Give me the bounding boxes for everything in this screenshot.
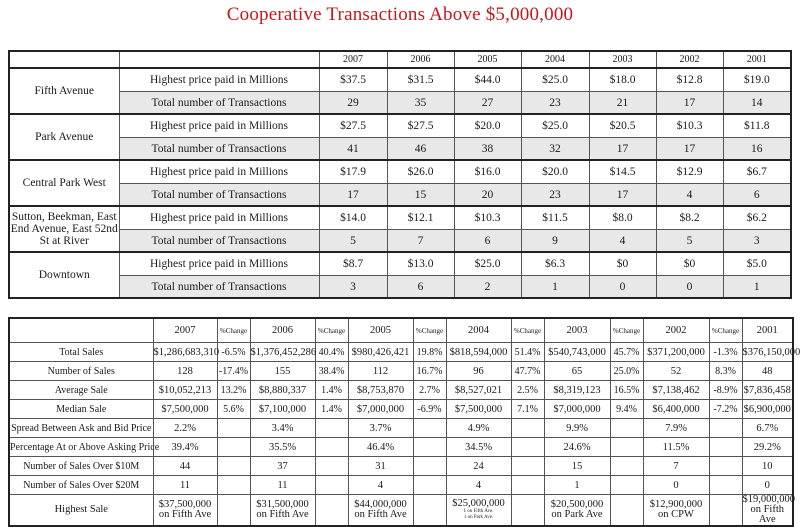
summary-value: 46.4% — [348, 438, 413, 457]
year-header: 2002 — [656, 51, 723, 68]
price-row-label: Highest price paid in Millions — [119, 68, 319, 92]
pct-change-value — [217, 457, 250, 476]
count-cell: 15 — [387, 184, 454, 207]
summary-value: $1,286,683,310 — [153, 343, 217, 362]
pct-change-value — [413, 419, 446, 438]
highest-sale-value — [742, 495, 793, 527]
pct-change-value: 9.4% — [610, 400, 643, 419]
count-row-label: Total number of Transactions — [119, 276, 319, 299]
area-name: Sutton, Beekman, East End Avenue, East 52nd St at River — [9, 206, 119, 252]
pct-change-value — [217, 476, 250, 495]
empty-pct-cell — [413, 495, 446, 527]
summary-value: $10,052,213 — [153, 381, 217, 400]
pct-change-value: 40.4% — [315, 343, 348, 362]
price-row-label: Highest price paid in Millions — [119, 114, 319, 138]
summary-value: 11.5% — [643, 438, 709, 457]
pct-change-header: %Change — [709, 318, 742, 343]
price-cell: $5.0 — [723, 252, 791, 276]
summary-value: $8,880,337 — [250, 381, 315, 400]
area-price-row — [9, 160, 791, 184]
summary-value: $6,900,000 — [742, 400, 793, 419]
year-header: 2001 — [742, 318, 793, 343]
summary-value: $980,426,421 — [348, 343, 413, 362]
price-cell: $19.0 — [723, 68, 791, 92]
summary-value: 10 — [742, 457, 793, 476]
count-cell: 0 — [656, 276, 723, 299]
pct-change-header: %Change — [511, 318, 544, 343]
summary-value: $8,527,021 — [446, 381, 511, 400]
pct-change-value: 5.6% — [217, 400, 250, 419]
count-cell: 4 — [589, 230, 656, 253]
summary-value: 6.7% — [742, 419, 793, 438]
summary-value: $376,150,000 — [742, 343, 793, 362]
highest-sale-amount: $44,000,000 — [354, 499, 407, 510]
price-cell: $6.2 — [723, 206, 791, 230]
year-header: 2004 — [521, 51, 589, 68]
area-count-row — [9, 184, 791, 207]
pct-change-value: 16.5% — [610, 381, 643, 400]
pct-change-value — [315, 438, 348, 457]
pct-change-value: -6.5% — [217, 343, 250, 362]
count-row-label: Total number of Transactions — [119, 184, 319, 207]
summary-value: 52 — [643, 362, 709, 381]
price-cell: $0 — [656, 252, 723, 276]
highest-sale-amount: $12,900,000 — [649, 499, 703, 510]
highest-sale-location: on Fifth Ave — [256, 509, 309, 520]
summary-value: 0 — [742, 476, 793, 495]
pct-change-value — [709, 419, 742, 438]
count-cell: 32 — [521, 138, 589, 161]
pct-change-value — [315, 457, 348, 476]
price-cell: $27.5 — [319, 114, 387, 138]
pct-change-value — [709, 457, 742, 476]
empty-header-cell — [119, 51, 319, 68]
summary-value: 4 — [446, 476, 511, 495]
pct-change-value — [610, 476, 643, 495]
summary-row — [9, 343, 793, 362]
summary-row-label: Median Sale — [9, 400, 153, 419]
summary-row — [9, 419, 793, 438]
count-cell: 41 — [319, 138, 387, 161]
summary-value: 65 — [544, 362, 610, 381]
page-title: Cooperative Transactions Above $5,000,000 — [226, 4, 574, 25]
price-cell: $20.0 — [454, 114, 521, 138]
count-cell: 9 — [521, 230, 589, 253]
highest-sale-amount: $31,500,000 — [256, 499, 309, 510]
summary-value: 48 — [742, 362, 793, 381]
count-cell: 7 — [387, 230, 454, 253]
area-price-row — [9, 68, 791, 92]
highest-sale-value — [153, 495, 217, 527]
price-cell: $44.0 — [454, 68, 521, 92]
summary-row — [9, 362, 793, 381]
year-header: 2004 — [446, 318, 511, 343]
pct-change-value: 7.1% — [511, 400, 544, 419]
price-cell: $0 — [589, 252, 656, 276]
count-cell: 29 — [319, 92, 387, 115]
highest-sale-location: on CPW — [658, 509, 694, 520]
empty-pct-cell — [315, 495, 348, 527]
price-row-label: Highest price paid in Millions — [119, 206, 319, 230]
summary-value: 2.2% — [153, 419, 217, 438]
summary-value: 11 — [250, 476, 315, 495]
count-cell: 17 — [589, 184, 656, 207]
summary-value: 4 — [348, 476, 413, 495]
pct-change-value: 51.4% — [511, 343, 544, 362]
price-cell: $12.9 — [656, 160, 723, 184]
summary-value: 9.9% — [544, 419, 610, 438]
count-cell: 16 — [723, 138, 791, 161]
price-cell: $20.0 — [521, 160, 589, 184]
summary-value: 11 — [153, 476, 217, 495]
pct-change-value — [217, 438, 250, 457]
summary-value: $818,594,000 — [446, 343, 511, 362]
pct-change-value — [315, 419, 348, 438]
summary-row-label: Highest Sale — [9, 495, 153, 527]
pct-change-value: 1.4% — [315, 381, 348, 400]
pct-change-value: 13.2% — [217, 381, 250, 400]
summary-value: $7,100,000 — [250, 400, 315, 419]
count-cell: 2 — [454, 276, 521, 299]
pct-change-value: -17.4% — [217, 362, 250, 381]
pct-change-value: 19.8% — [413, 343, 446, 362]
summary-value: $8,753,870 — [348, 381, 413, 400]
empty-pct-cell — [709, 495, 742, 527]
area-name: Downtown — [9, 252, 119, 298]
count-cell: 1 — [521, 276, 589, 299]
pct-change-value — [315, 476, 348, 495]
area-count-row — [9, 276, 791, 299]
count-row-label: Total number of Transactions — [119, 230, 319, 253]
pct-change-value — [511, 476, 544, 495]
year-header: 2006 — [387, 51, 454, 68]
pct-change-value — [413, 476, 446, 495]
year-header-row — [9, 51, 791, 68]
count-cell: 27 — [454, 92, 521, 115]
count-cell: 17 — [656, 92, 723, 115]
pct-change-value — [413, 438, 446, 457]
pct-change-value — [511, 419, 544, 438]
year-header: 2007 — [153, 318, 217, 343]
pct-change-value — [413, 457, 446, 476]
price-cell: $27.5 — [387, 114, 454, 138]
count-cell: 6 — [723, 184, 791, 207]
pct-change-value — [511, 457, 544, 476]
summary-row — [9, 438, 793, 457]
summary-row — [9, 457, 793, 476]
price-cell: $18.0 — [589, 68, 656, 92]
year-header: 2006 — [250, 318, 315, 343]
count-cell: 6 — [387, 276, 454, 299]
highest-sale-value — [544, 495, 610, 527]
price-cell: $12.1 — [387, 206, 454, 230]
price-row-label: Highest price paid in Millions — [119, 252, 319, 276]
summary-row-label: Average Sale — [9, 381, 153, 400]
highest-sale-value — [250, 495, 315, 527]
summary-value: 37 — [250, 457, 315, 476]
area-name: Central Park West — [9, 160, 119, 206]
summary-value: $8,319,123 — [544, 381, 610, 400]
summary-row-label: Number of Sales — [9, 362, 153, 381]
summary-value: $7,000,000 — [544, 400, 610, 419]
summary-value: 35.5% — [250, 438, 315, 457]
summary-value: $540,743,000 — [544, 343, 610, 362]
summary-row-label: Total Sales — [9, 343, 153, 362]
count-cell: 14 — [723, 92, 791, 115]
price-cell: $13.0 — [387, 252, 454, 276]
summary-row — [9, 476, 793, 495]
area-price-row — [9, 206, 791, 230]
price-cell: $8.0 — [589, 206, 656, 230]
highest-sale-amount: $25,000,000 — [452, 498, 505, 509]
highest-sale-location: 1 on Fifth Ave. — [463, 509, 494, 514]
highest-sale-location: 1 on Park Ave. — [463, 515, 494, 520]
empty-pct-cell — [511, 495, 544, 527]
summary-value: 15 — [544, 457, 610, 476]
pct-change-header: %Change — [217, 318, 250, 343]
empty-pct-cell — [217, 495, 250, 527]
summary-value: 31 — [348, 457, 413, 476]
year-header: 2001 — [723, 51, 791, 68]
pct-change-value: 2.7% — [413, 381, 446, 400]
summary-value: 112 — [348, 362, 413, 381]
highest-sale-value — [348, 495, 413, 527]
area-name: Park Avenue — [9, 114, 119, 160]
price-cell: $10.3 — [656, 114, 723, 138]
summary-row-label: Percentage At or Above Asking Price — [9, 438, 153, 457]
pct-change-value: -8.9% — [709, 381, 742, 400]
price-cell: $14.5 — [589, 160, 656, 184]
summary-value: 3.7% — [348, 419, 413, 438]
year-header: 2003 — [589, 51, 656, 68]
pct-change-header: %Change — [610, 318, 643, 343]
highest-sale-row — [9, 495, 793, 527]
year-header: 2005 — [348, 318, 413, 343]
summary-header-row — [9, 318, 793, 343]
summary-value: $1,376,452,286 — [250, 343, 315, 362]
count-cell: 3 — [723, 230, 791, 253]
price-cell: $17.9 — [319, 160, 387, 184]
price-cell: $25.0 — [454, 252, 521, 276]
summary-value: 96 — [446, 362, 511, 381]
count-cell: 6 — [454, 230, 521, 253]
summary-value: 0 — [643, 476, 709, 495]
count-row-label: Total number of Transactions — [119, 138, 319, 161]
summary-value: $6,400,000 — [643, 400, 709, 419]
summary-value: $7,138,462 — [643, 381, 709, 400]
summary-value: 24 — [446, 457, 511, 476]
pct-change-value — [511, 438, 544, 457]
pct-change-value — [610, 419, 643, 438]
area-price-row — [9, 252, 791, 276]
count-cell: 46 — [387, 138, 454, 161]
highest-sale-value — [643, 495, 709, 527]
pct-change-value — [217, 419, 250, 438]
count-cell: 5 — [319, 230, 387, 253]
highest-sale-value — [446, 495, 511, 527]
pct-change-value: 45.7% — [610, 343, 643, 362]
empty-pct-cell — [610, 495, 643, 527]
price-cell: $37.5 — [319, 68, 387, 92]
count-cell: 17 — [589, 138, 656, 161]
count-cell: 20 — [454, 184, 521, 207]
summary-value: 39.4% — [153, 438, 217, 457]
summary-value: $7,836,458 — [742, 381, 793, 400]
summary-row-label: Number of Sales Over $10M — [9, 457, 153, 476]
year-header: 2003 — [544, 318, 610, 343]
highest-sale-location: on Fifth Ave — [750, 504, 785, 525]
pct-change-header: %Change — [315, 318, 348, 343]
pct-change-value — [610, 438, 643, 457]
price-cell: $16.0 — [454, 160, 521, 184]
summary-value: 1 — [544, 476, 610, 495]
pct-change-value: 25.0% — [610, 362, 643, 381]
summary-value: $7,500,000 — [446, 400, 511, 419]
count-cell: 0 — [589, 276, 656, 299]
price-cell: $12.8 — [656, 68, 723, 92]
summary-value: 29.2% — [742, 438, 793, 457]
summary-value: 155 — [250, 362, 315, 381]
summary-value: 7.9% — [643, 419, 709, 438]
price-cell: $25.0 — [521, 114, 589, 138]
count-cell: 23 — [521, 184, 589, 207]
count-cell: 21 — [589, 92, 656, 115]
empty-header-cell — [9, 51, 119, 68]
pct-change-value: 38.4% — [315, 362, 348, 381]
price-row-label: Highest price paid in Millions — [119, 160, 319, 184]
count-cell: 35 — [387, 92, 454, 115]
summary-value: $371,200,000 — [643, 343, 709, 362]
price-cell: $6.7 — [723, 160, 791, 184]
highest-sale-location: on Fifth Ave — [354, 509, 407, 520]
summary-row-label: Spread Between Ask and Bid Price — [9, 419, 153, 438]
summary-value: 128 — [153, 362, 217, 381]
pct-change-value: 16.7% — [413, 362, 446, 381]
summary-value: 44 — [153, 457, 217, 476]
summary-value: 4.9% — [446, 419, 511, 438]
year-header: 2005 — [454, 51, 521, 68]
price-cell: $26.0 — [387, 160, 454, 184]
pct-change-value: -1.3% — [709, 343, 742, 362]
summary-value: 24.6% — [544, 438, 610, 457]
summary-row — [9, 381, 793, 400]
highest-sale-amount: $19,000,000 — [742, 494, 795, 505]
price-cell: $25.0 — [521, 68, 589, 92]
summary-value: 34.5% — [446, 438, 511, 457]
pct-change-value — [709, 476, 742, 495]
pct-change-value: -6.9% — [413, 400, 446, 419]
area-price-row — [9, 114, 791, 138]
count-cell: 3 — [319, 276, 387, 299]
pct-change-value: 8.3% — [709, 362, 742, 381]
count-cell: 1 — [723, 276, 791, 299]
area-count-row — [9, 230, 791, 253]
highest-sale-location: on Park Ave — [551, 509, 603, 520]
pct-change-value — [709, 438, 742, 457]
count-cell: 38 — [454, 138, 521, 161]
price-cell: $14.0 — [319, 206, 387, 230]
count-cell: 5 — [656, 230, 723, 253]
price-cell: $11.8 — [723, 114, 791, 138]
price-cell: $31.5 — [387, 68, 454, 92]
pct-change-value: 1.4% — [315, 400, 348, 419]
year-header: 2007 — [319, 51, 387, 68]
count-cell: 17 — [656, 138, 723, 161]
pct-change-value: -7.2% — [709, 400, 742, 419]
pct-change-value — [610, 457, 643, 476]
highest-sale-location: on Fifth Ave — [158, 509, 212, 520]
price-cell: $8.2 — [656, 206, 723, 230]
sales-summary-table — [8, 317, 800, 527]
summary-value: $7,000,000 — [348, 400, 413, 419]
count-cell: 4 — [656, 184, 723, 207]
year-header: 2002 — [643, 318, 709, 343]
price-cell: $10.3 — [454, 206, 521, 230]
highest-sale-amount: $37,500,000 — [158, 499, 212, 510]
area-count-row — [9, 138, 791, 161]
pct-change-header: %Change — [413, 318, 446, 343]
highest-sale-amount: $20,500,000 — [550, 499, 604, 510]
transactions-by-area-table — [8, 50, 792, 299]
summary-value: $7,500,000 — [153, 400, 217, 419]
price-cell: $6.3 — [521, 252, 589, 276]
pct-change-value: 2.5% — [511, 381, 544, 400]
summary-row-label: Number of Sales Over $20M — [9, 476, 153, 495]
price-cell: $11.5 — [521, 206, 589, 230]
price-cell: $20.5 — [589, 114, 656, 138]
count-cell: 23 — [521, 92, 589, 115]
price-cell: $8.7 — [319, 252, 387, 276]
summary-row — [9, 400, 793, 419]
area-name: Fifth Avenue — [9, 68, 119, 114]
area-count-row — [9, 92, 791, 115]
summary-value: 3.4% — [250, 419, 315, 438]
count-row-label: Total number of Transactions — [119, 92, 319, 115]
empty-header-cell — [9, 318, 153, 343]
count-cell: 17 — [319, 184, 387, 207]
pct-change-value: 47.7% — [511, 362, 544, 381]
summary-value: 7 — [643, 457, 709, 476]
